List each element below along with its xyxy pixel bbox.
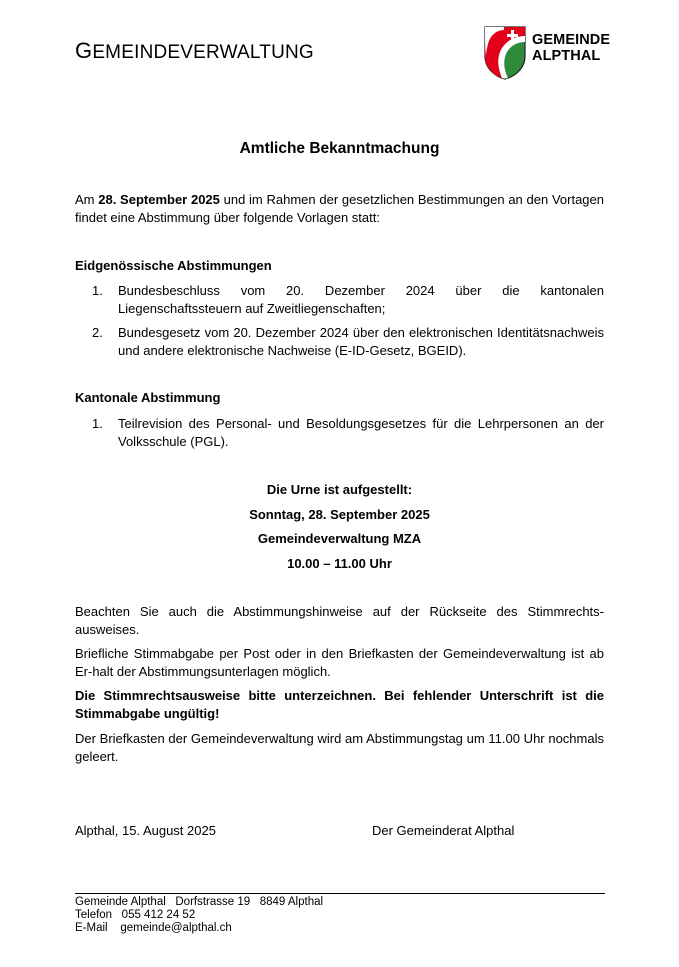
federal-heading: Eidgenössische Abstimmungen xyxy=(75,258,272,273)
intro-paragraph xyxy=(75,191,604,227)
cantonal-heading: Kantonale Abstimmung xyxy=(75,390,221,405)
note-mailbox: Der Briefkasten der Gemeindeverwaltung wird am Abstimmungstag um 11.00 Uhr nochmals geleert. xyxy=(75,731,604,764)
note-voting-info: Beachten Sie auch die Abstimmungshinweise auf der Rückseite des Stimmrechts-ausweises. xyxy=(75,604,604,637)
cantonal-item-1-text: Teilrevision des Personal- und Besoldungsgesetzes für die Lehrpersonen an der Volksschule (PGL). xyxy=(118,416,604,449)
place-date: Alpthal, 15. August 2025 xyxy=(75,823,216,838)
urn-date: Sonntag, 28. September 2025 xyxy=(249,507,430,522)
cantonal-item-1-number: 1. xyxy=(92,416,103,431)
header-title xyxy=(75,38,314,64)
footer-address: Gemeinde Alpthal Dorfstrasse 19 8849 Alpthal xyxy=(75,896,324,908)
federal-item-2-number: 2. xyxy=(92,325,103,340)
intro-prefix: Am xyxy=(75,192,99,207)
notice-title: Amtliche Bekanntmachung xyxy=(239,140,440,157)
coat-of-arms-icon xyxy=(484,26,526,80)
intro-date: 28. September 2025 xyxy=(98,192,220,207)
logo-text-line2: ALPTHAL xyxy=(532,48,601,64)
urn-location: Gemeindeverwaltung MZA xyxy=(257,531,422,546)
note-postal-voting: Briefliche Stimmabgabe per Post oder in den Briefkasten der Gemeindeverwaltung ist ab Er-halt der Abstimmungsunterlagen möglich. xyxy=(75,646,604,679)
header-title-initial: G xyxy=(75,38,93,63)
federal-item-1-text: Bundesbeschluss vom 20. Dezember 2024 über die kantonalen Liegenschaftssteuern auf Zweitliegenschaften; xyxy=(118,283,604,316)
footer-phone: Telefon 055 412 24 52 xyxy=(75,909,196,921)
footer-divider xyxy=(75,893,605,894)
federal-item-1-number: 1. xyxy=(92,283,103,298)
header-title-rest: EMEINDEVERWALTUNG xyxy=(92,42,314,63)
footer-email: E-Mail gemeinde@alpthal.ch xyxy=(75,922,232,934)
logo-text-line1: GEMEINDE xyxy=(532,32,611,48)
federal-item-2-text: Bundesgesetz vom 20. Dezember 2024 über den elektronischen Identitätsnachweis und andere elektronische Nachweise (E-ID-Gesetz, BGEID). xyxy=(118,325,604,358)
urn-heading: Die Urne ist aufgestellt: xyxy=(266,482,413,497)
signatory: Der Gemeinderat Alpthal xyxy=(372,823,515,838)
note-signature-warning: Die Stimmrechtsausweise bitte unterzeichnen. Bei fehlender Unterschrift ist die Stimmabgabe ungültig! xyxy=(75,688,604,721)
urn-time: 10.00 – 11.00 Uhr xyxy=(287,556,392,571)
municipality-logo xyxy=(484,26,609,80)
logo-text xyxy=(532,32,610,64)
intro-suffix: und im Rahmen der gesetzlichen Bestimmungen an den Vortagen findet eine Abstimmung über folgende Vorlagen statt: xyxy=(75,192,604,225)
